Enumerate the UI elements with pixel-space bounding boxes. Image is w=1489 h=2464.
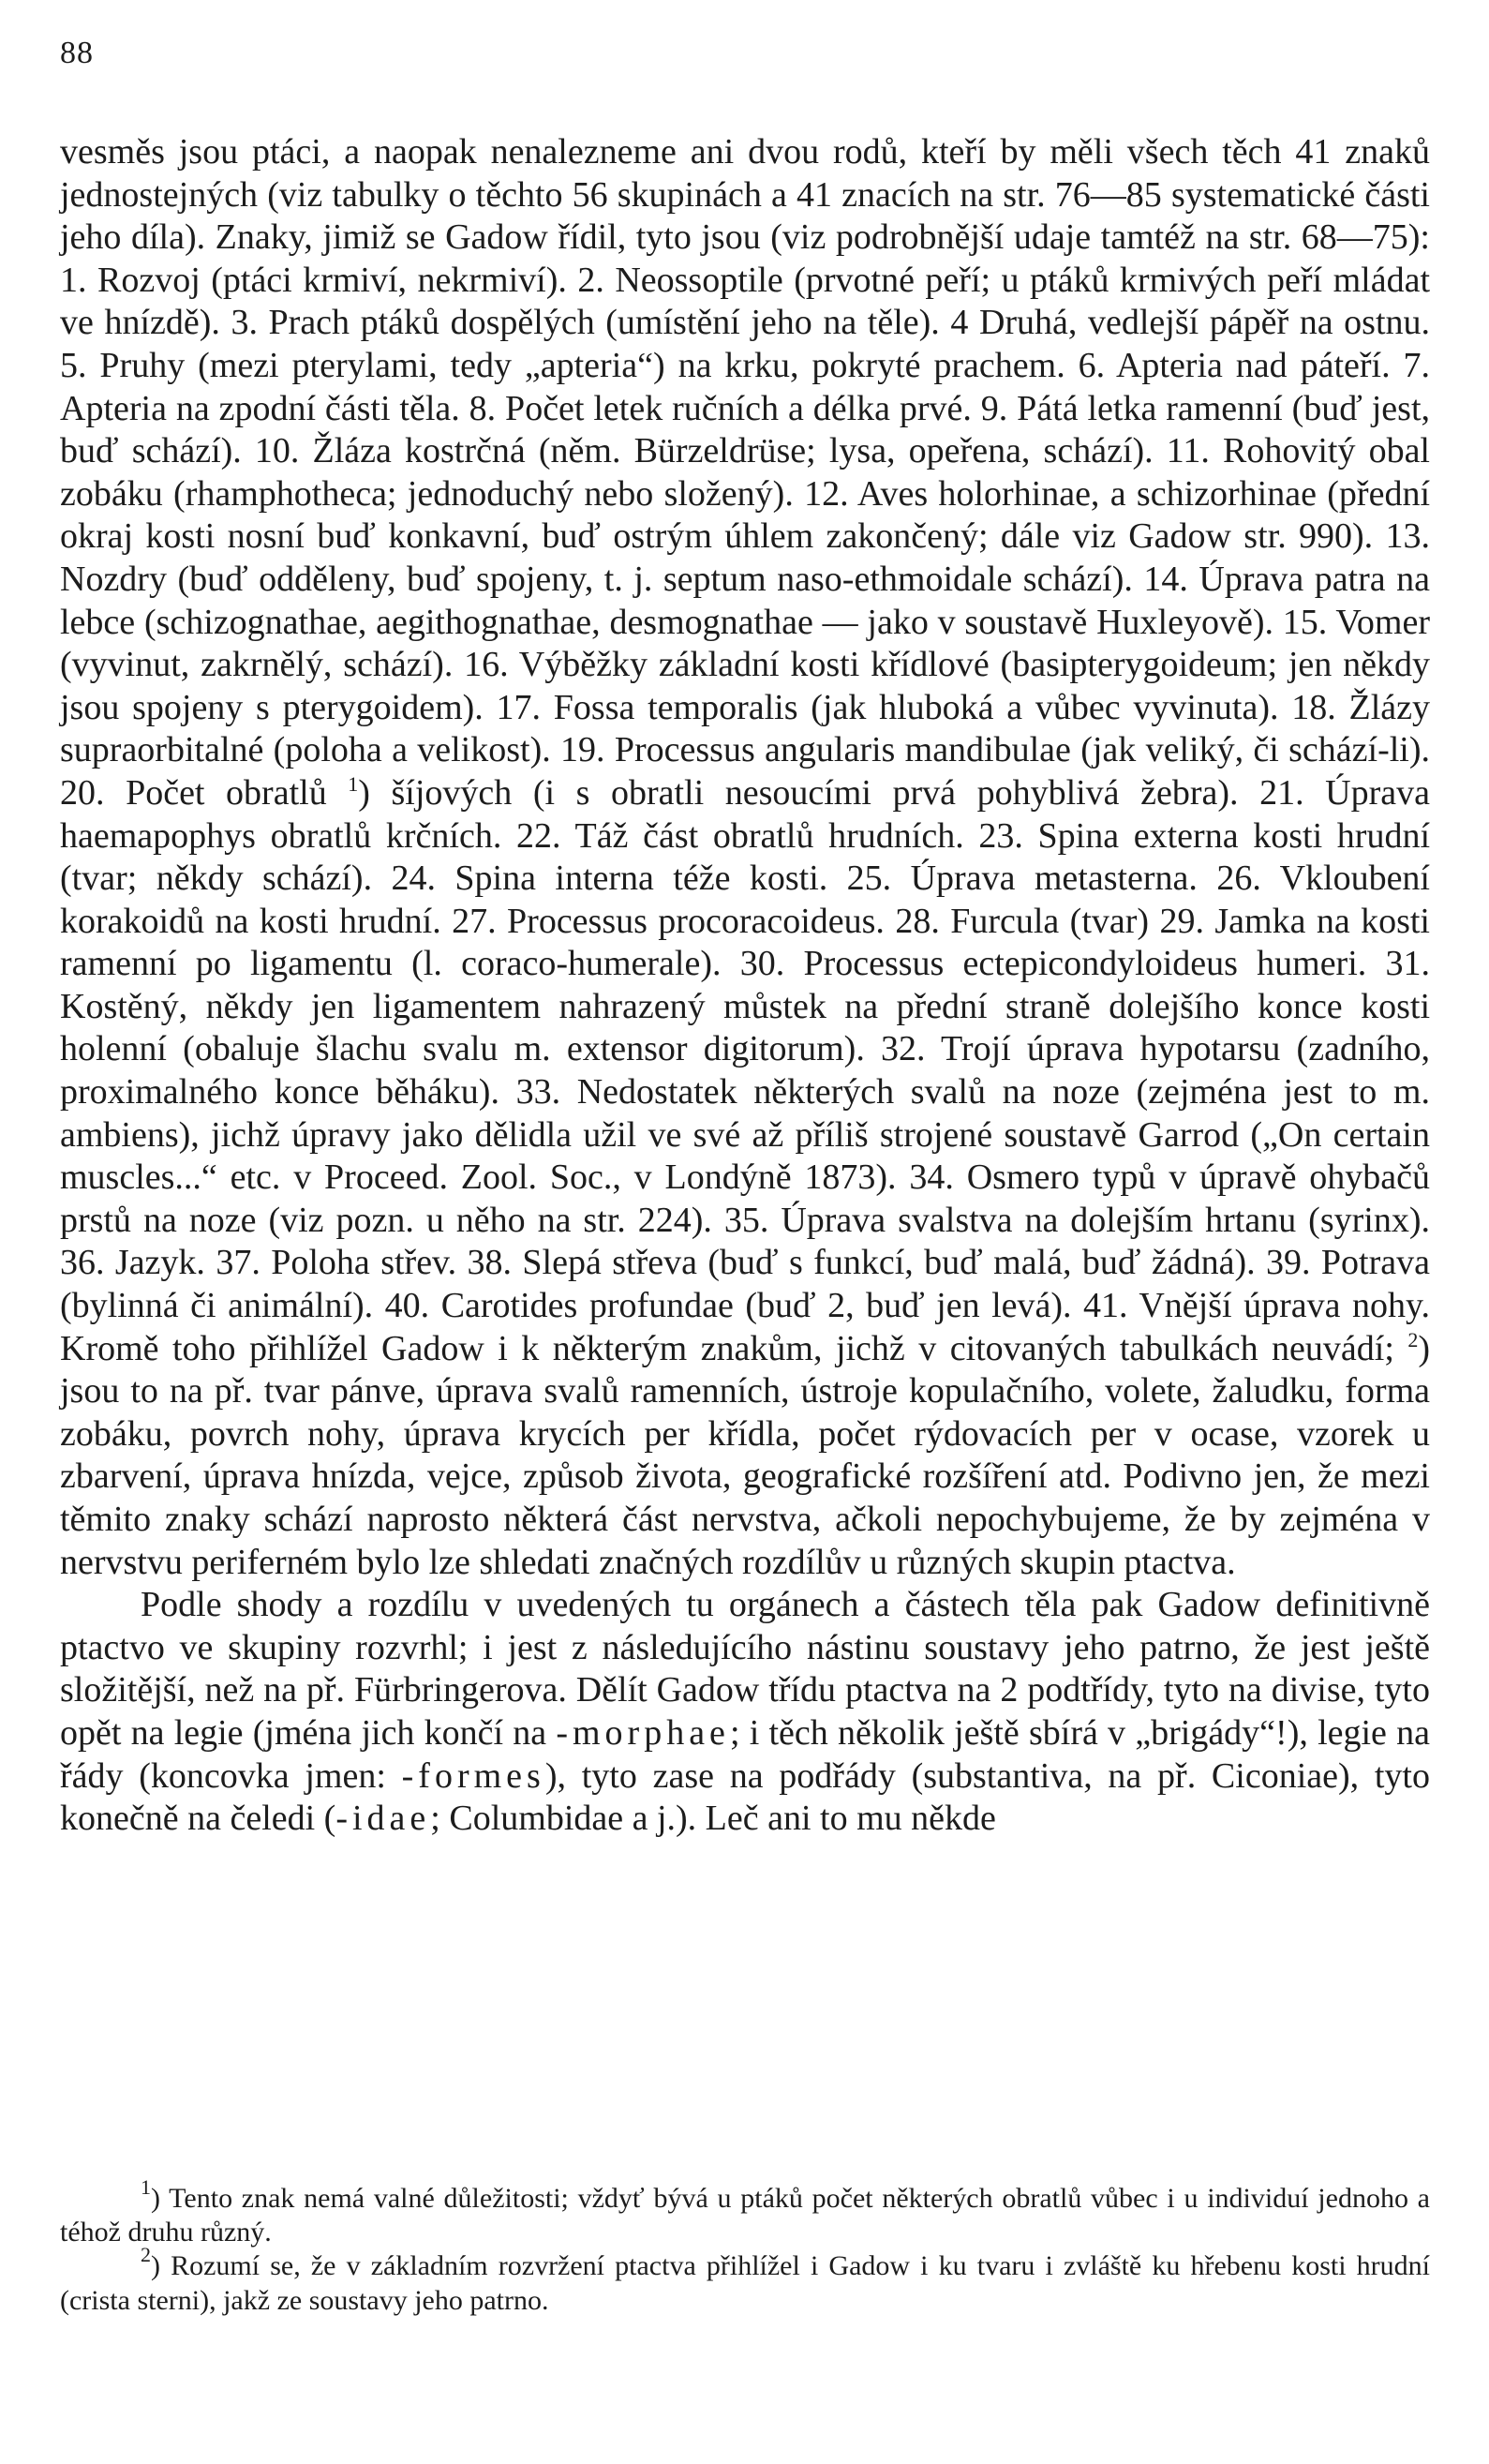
paragraph: [60, 1584, 1430, 1841]
footnote-mark: 2: [141, 2243, 151, 2267]
body-text: [60, 131, 1430, 1841]
page-number: 88: [60, 36, 94, 70]
footnote-text: ) Tento znak nemá valné důležitosti; vždyť bývá u ptáků počet některých obratlů vůbec i u individuí jednoho a téhož druhu různý.: [60, 2183, 1430, 2248]
paragraph: [60, 131, 1430, 1584]
footnotes: [60, 2175, 1430, 2318]
spaced-term: -idae: [335, 1799, 431, 1839]
footnote-reference: 2: [1407, 1327, 1419, 1351]
footnote: [60, 2175, 1430, 2249]
footnote: [60, 2243, 1430, 2317]
text-run: ; i těch několik ještě sbírá v „brigády“!), legie na řády (koncovka jmen:: [60, 1712, 1430, 1796]
text-run: ; Columbidae a j.). Leč ani to mu někde: [430, 1799, 996, 1839]
footnote-mark: 1: [141, 2175, 151, 2199]
text-run: ) jsou to na př. tvar pánve, úprava svalů ramenních, ústroje kopulačního, volete, žaludku, forma zobáku, povrch nohy, úprava krycích per křídla, počet rýdovacích per v ocase, vzorek u zbarvení, úprava hnízda, vejce, způsob života, geografické rozšíření atd. Podivno jen, že mezi těmito znaky schází naprosto některá část nervstva, ačkoli nepochybujeme, že by zejména v nervstvu periferném bylo lze shledati značných rozdílův u různých skupin ptactva.: [60, 1328, 1430, 1582]
footnote-reference: 1: [348, 771, 359, 796]
text-run: Podle shody a rozdílu v uvedených tu orgánech a částech těla pak Gadow definitivně ptactvo ve skupiny rozvrhl; i jest z následujícího nástinu soustavy jeho patrno, že jest ještě složitější, než na př. Fürbringerova. Dělít Gadow třídu ptactva na 2 podtřídy, tyto na divise, tyto opět na legie (jména jich končí na: [60, 1585, 1430, 1753]
text-run: ), tyto zase na podřády (substantiva, na př. Ciconiae), tyto konečně na čeledi (: [60, 1755, 1430, 1839]
text-run: vesměs jsou ptáci, a naopak nenalezneme ani dvou rodů, kteří by měli všech těch 41 znaků jednostejných (viz tabulky o těchto 56 skupinách a 41 znacích na str. 76—85 systematické části jeho díla). Znaky, jimiž se Gadow řídil, tyto jsou (viz podrobnější udaje tamtéž na str. 68—75): 1. Rozvoj (ptáci krmiví, nekrmiví). 2. Neossoptile (prvotné peří; u ptáků krmivých peří mládat ve hnízdě). 3. Prach ptáků dospělých (umístění jeho na těle). 4 Druhá, vedlejší pápěř na ostnu. 5. Pruhy (mezi pterylami, tedy „apteria“) na krku, pokryté prachem. 6. Apteria nad páteří. 7. Apteria na zpodní části těla. 8. Počet letek ručních a délka prvé. 9. Pátá letka ramenní (buď jest, buď schází). 10. Žláza kostrčná (něm. Bürzeldrüse; lysa, opeřena, schází). 11. Rohovitý obal zobáku (rhamphotheca; jednoduchý nebo složený). 12. Aves holorhinae, a schizorhinae (přední okraj kosti nosní buď konkavní, buď ostrým úhlem zakončený; dále viz Gadow str. 990). 13. Nozdry (buď odděleny, buď spojeny, t. j. septum naso-ethmoidale schází). 14. Úprava patra na lebce (schizognathae, aegithognathae, desmognathae — jako v soustavě Huxleyově). 15. Vomer (vyvinut, zakrnělý, schází). 16. Výběžky základní kosti křídlové (basipterygoideum; jen někdy jsou spojeny s pterygoidem). 17. Fossa temporalis (jak hluboká a vůbec vyvinuta). 18. Žlázy supraorbitalné (poloha a velikost). 19. Processus angularis mandibulae (jak veliký, či schází-li). 20. Počet obratlů: [60, 132, 1430, 813]
spaced-term: -morphae: [556, 1712, 730, 1753]
text-run: ) šíjových (i s obratli nesoucími prvá pohyblivá žebra). 21. Úprava haemapophys obratlů krčních. 22. Táž část obratlů hrudních. 23. Spina externa kosti hrudní (tvar; někdy schází). 24. Spina interna téže kosti. 25. Úprava metasterna. 26. Vkloubení korakoidů na kosti hrudní. 27. Processus procoracoideus. 28. Furcula (tvar) 29. Jamka na kosti ramenní po ligamentu (l. coraco-humerale). 30. Processus ectepicondyloideus humeri. 31. Kostěný, někdy jen ligamentem nahrazený můstek na přední straně dolejšího konce kosti holenní (obaluje šlachu svalu m. extensor digitorum). 32. Trojí úprava hypotarsu (zadního, proximalného konce běháku). 33. Nedostatek některých svalů na noze (zejména jest to m. ambiens), jichž úpravy jako dělidla užil ve své až příliš strojené soustavě Garrod („On certain muscles...“ etc. v Proceed. Zool. Soc., v Londýně 1873). 34. Osmero typů v úpravě ohybačů prstů na noze (viz pozn. u něho na str. 224). 35. Úprava svalstva na dolejším hrtanu (syrinx). 36. Jazyk. 37. Poloha střev. 38. Slepá střeva (buď s funkcí, buď malá, buď žádná). 39. Potrava (bylinná či animální). 40. Carotides profundae (buď 2, buď jen levá). 41. Vnější úprava nohy. Kromě toho přihlížel Gadow i k některým znakům, jichž v citovaných tabulkách neuvádí;: [60, 772, 1430, 1368]
footnote-text: ) Rozumí se, že v základním rozvržení ptactva přihlížel i Gadow i ku tvaru i zvláště ku hřebenu kosti hrudní (crista sterni), jakž ze soustavy jeho patrno.: [60, 2250, 1430, 2316]
spaced-term: -formes: [401, 1755, 545, 1796]
